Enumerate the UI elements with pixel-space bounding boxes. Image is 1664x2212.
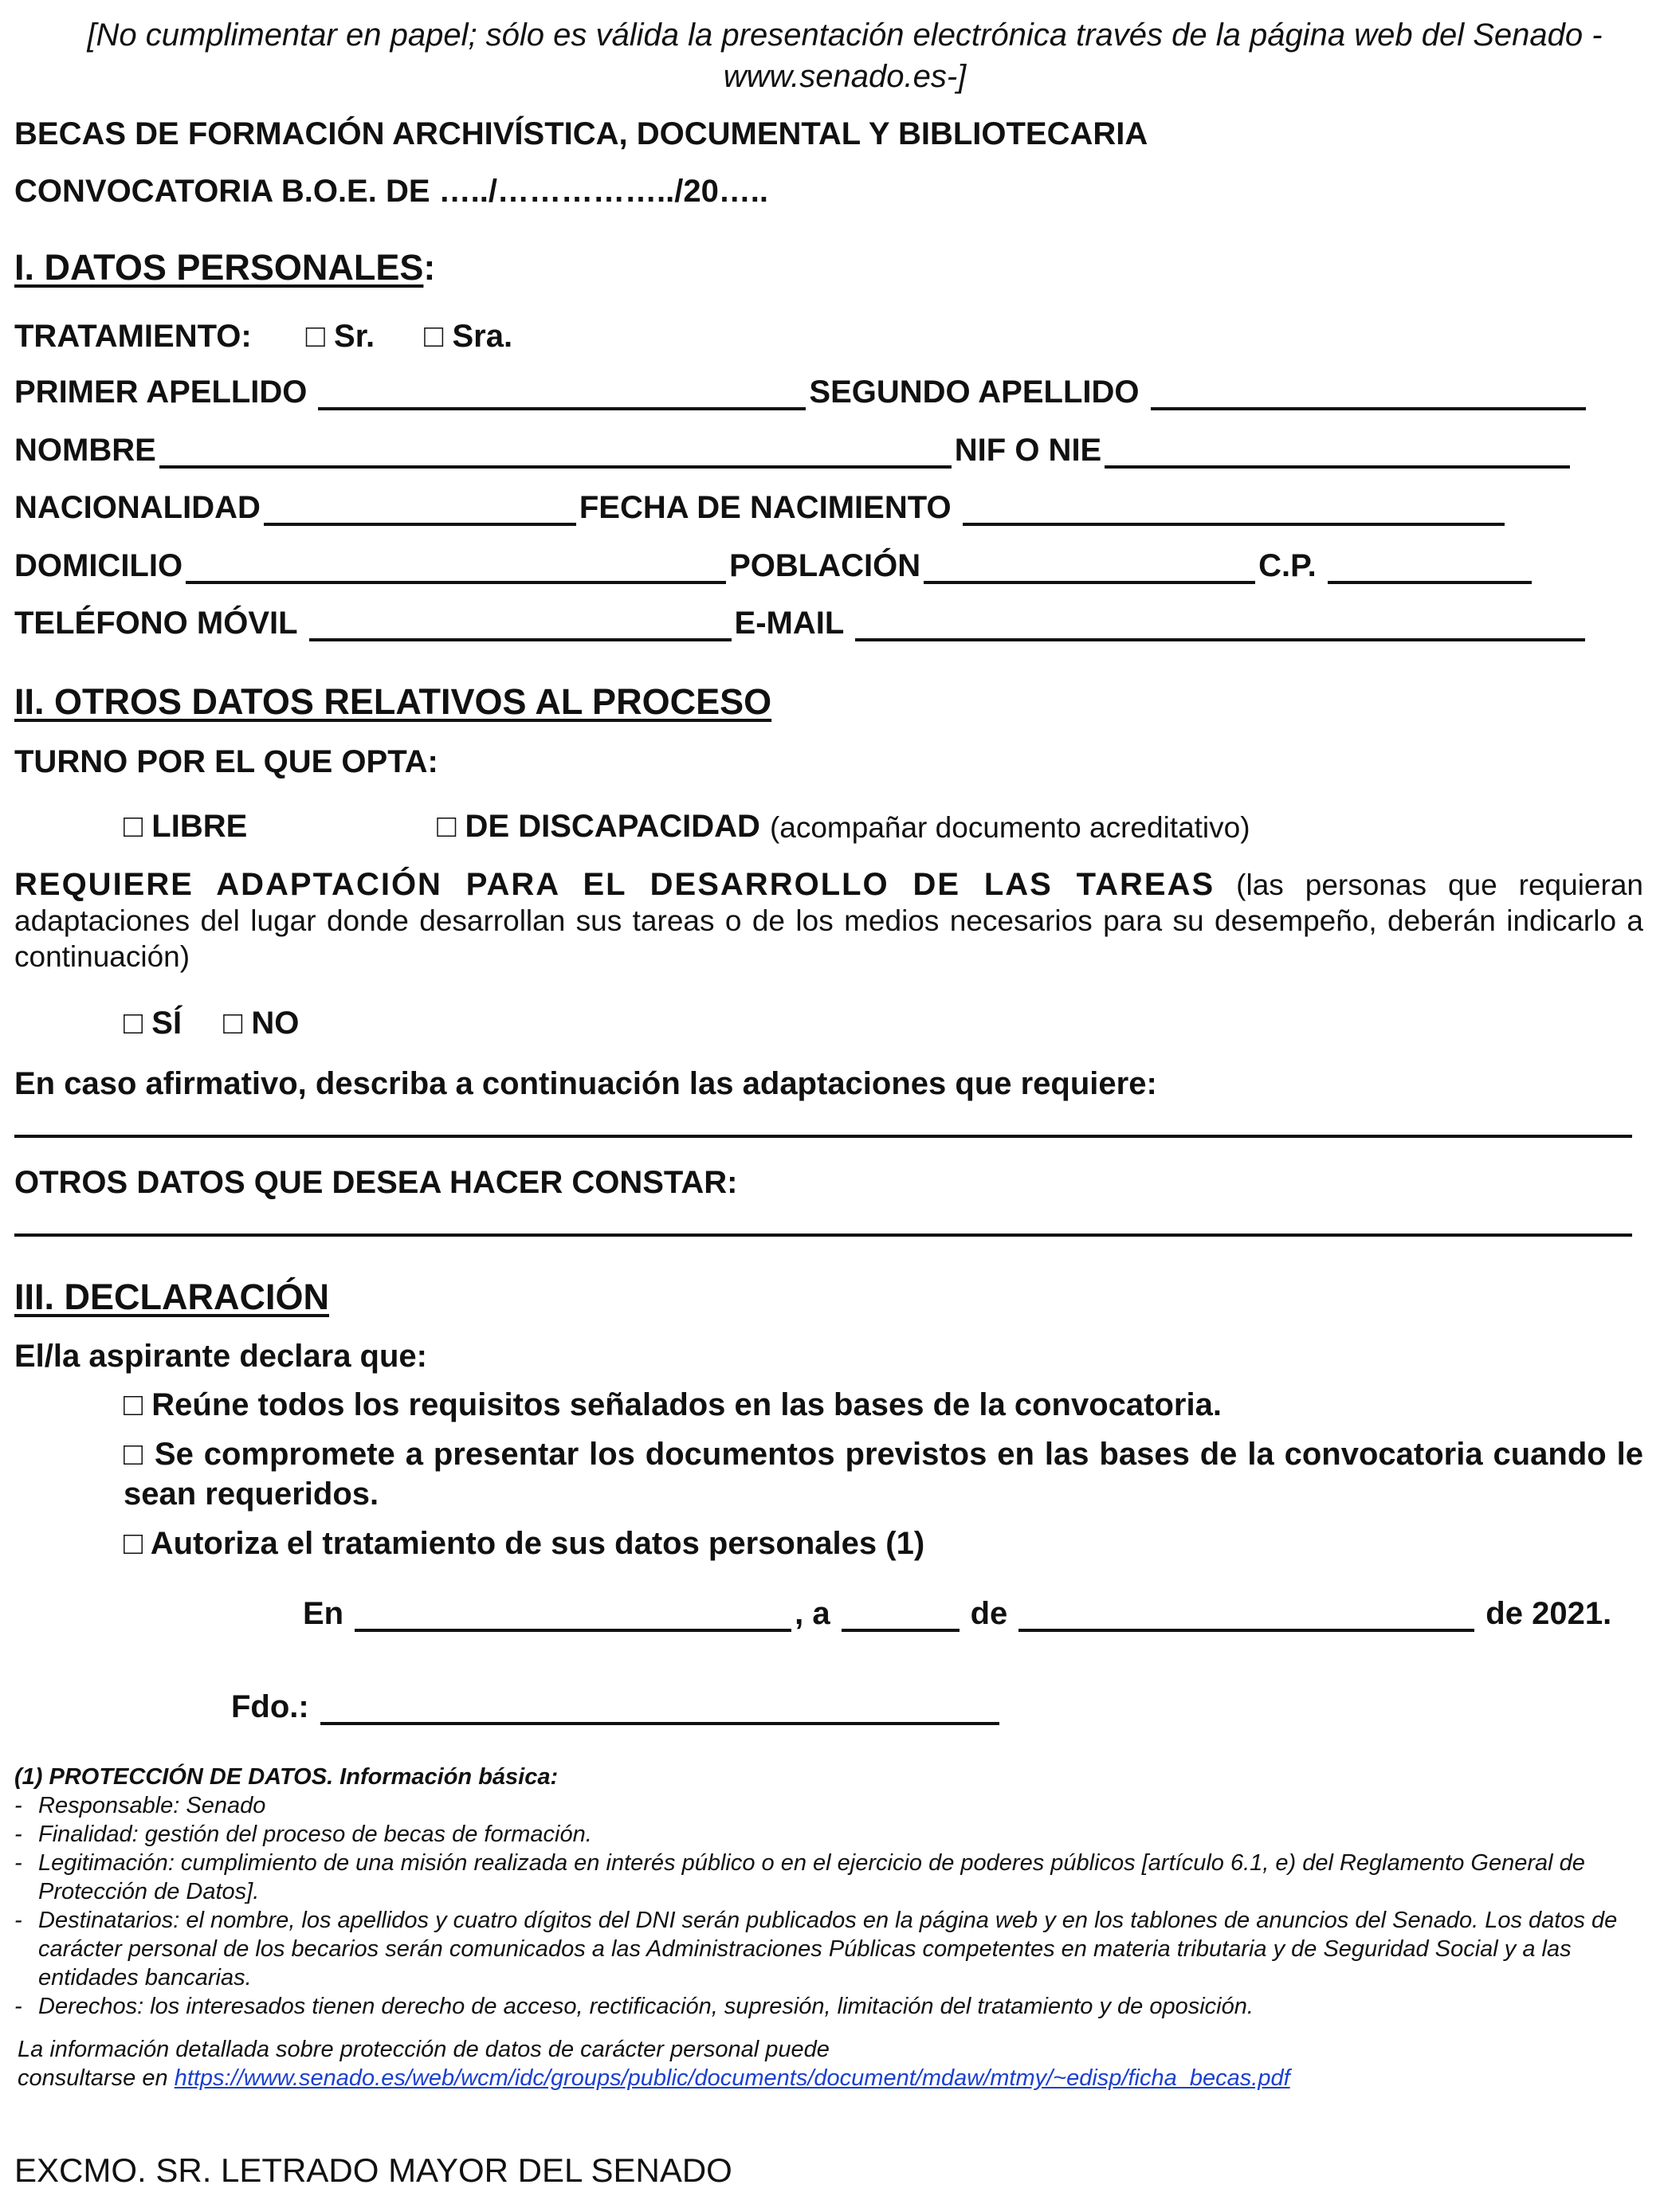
dash: -: [14, 1850, 22, 1876]
proteccion-datos-footnote: [14, 1763, 1648, 2092]
nacionalidad-field[interactable]: [264, 499, 576, 526]
dia-field[interactable]: [842, 1605, 960, 1632]
firma-field[interactable]: [320, 1698, 999, 1725]
tratamiento-label: TRATAMIENTO:: [14, 319, 252, 354]
discapacidad-note: (acompañar documento acreditativo): [769, 811, 1250, 844]
nif-field[interactable]: [1105, 441, 1570, 469]
firma-row: [231, 1689, 1003, 1725]
primer-apellido-label: PRIMER APELLIDO: [14, 375, 308, 410]
discapacidad-checkbox[interactable]: □ DE DISCAPACIDAD: [437, 809, 760, 844]
segundo-apellido-field[interactable]: [1151, 383, 1586, 410]
footnote-item: [14, 1906, 1648, 1992]
nif-label: NIF O NIE: [954, 433, 1102, 468]
sra-checkbox[interactable]: □ Sra.: [424, 319, 513, 354]
a-label: , a: [795, 1596, 830, 1631]
domicilio-field[interactable]: [186, 557, 726, 584]
tratamiento-row: [14, 319, 1646, 355]
adaptacion-note: (las personas que requieran adaptaciones del lugar donde desarrollan sus tareas o de los medios necesarios para su desempeño, deberán indicarlo a continuación): [14, 869, 1643, 973]
nombre-field[interactable]: [159, 441, 952, 469]
libre-checkbox[interactable]: □ LIBRE: [124, 809, 248, 844]
otros-datos-label: OTROS DATOS QUE DESEA HACER CONSTAR:: [14, 1165, 738, 1200]
declaracion-documentos-checkbox[interactable]: □ Se compromete a presentar los documentos previstos en las bases de la convocatoria cuando le sean requeridos.: [124, 1437, 1643, 1512]
footnote-item: [14, 1849, 1648, 1906]
lugar-fecha-row: [303, 1596, 1611, 1632]
dash: -: [14, 1994, 22, 2019]
footnote-item: [14, 1791, 1648, 1820]
otros-datos-field[interactable]: [14, 1233, 1632, 1237]
adaptacion-options: [124, 1006, 1646, 1041]
addressee: EXCMO. SR. LETRADO MAYOR DEL SENADO: [14, 2151, 732, 2189]
more-info-line-1: La información detallada sobre protección de datos de carácter personal puede: [18, 2037, 830, 2062]
fecha-nacimiento-field[interactable]: [963, 499, 1505, 526]
form-title: BECAS DE FORMACIÓN ARCHIVÍSTICA, DOCUMENTAL Y BIBLIOTECARIA: [14, 116, 1148, 151]
domicilio-label: DOMICILIO: [14, 548, 183, 583]
declaracion-requisitos-checkbox[interactable]: □ Reúne todos los requisitos señalados en las bases de la convocatoria.: [124, 1387, 1222, 1422]
segundo-apellido-label: SEGUNDO APELLIDO: [809, 375, 1140, 410]
nombre-label: NOMBRE: [14, 433, 156, 468]
dash: -: [14, 1793, 22, 1818]
footnote-item: [14, 1992, 1648, 2021]
poblacion-field[interactable]: [924, 557, 1255, 584]
adaptaciones-field[interactable]: [14, 1135, 1632, 1138]
electronic-submission-notice: [No cumplimentar en papel; sólo es válida la presentación electrónica través de la página web del Senado -www.senado.es-]: [87, 18, 1603, 94]
primer-apellido-field[interactable]: [318, 383, 806, 410]
lugar-field[interactable]: [355, 1605, 791, 1632]
section-1-colon: :: [423, 247, 436, 288]
footnote-legitimacion: Legitimación: cumplimiento de una misión realizada en interés público o en el ejercicio de poderes públicos [artículo 6.1, e) del Reglamento General de Protección de Datos].: [38, 1850, 1585, 1904]
footnote-destinatarios: Destinatarios: el nombre, los apellidos y cuatro dígitos del DNI serán publicados en la página web y en los tablones de anuncios del Senado. Los datos de carácter personal de los becarios serán comunicados a las Administraciones Públicas competentes en materia tributaria y de Seguridad Social y a las entidades bancarias.: [38, 1908, 1618, 1990]
footnote-finalidad: Finalidad: gestión del proceso de becas de formación.: [38, 1822, 592, 1847]
section-1-title: I. DATOS PERSONALES: [14, 247, 424, 288]
dash: -: [14, 1908, 22, 1933]
cp-label: C.P.: [1258, 548, 1317, 583]
ficha-becas-link[interactable]: https://www.senado.es/web/wcm/idc/groups/public/documents/document/mdaw/mtmy/~edisp/ficha_becas.pdf: [174, 2065, 1290, 2091]
fdo-label: Fdo.:: [231, 1689, 309, 1724]
declaracion-datos-checkbox[interactable]: □ Autoriza el tratamiento de sus datos personales (1): [124, 1526, 925, 1561]
poblacion-label: POBLACIÓN: [729, 548, 921, 583]
more-info-prefix: consultarse en: [18, 2065, 168, 2091]
de-label: de: [970, 1596, 1008, 1631]
si-checkbox[interactable]: □ SÍ: [124, 1006, 182, 1041]
en-label: En: [303, 1596, 344, 1631]
footnote-responsable: Responsable: Senado: [38, 1793, 266, 1818]
turno-options: [124, 809, 1646, 845]
footnote-item: [14, 1820, 1648, 1849]
section-2-heading: II. OTROS DATOS RELATIVOS AL PROCESO: [14, 681, 772, 722]
adaptacion-question: REQUIERE ADAPTACIÓN PARA EL DESARROLLO DE LAS TAREAS: [14, 867, 1215, 902]
nacionalidad-row: [14, 490, 1646, 526]
afirmativo-label: En caso afirmativo, describa a continuación las adaptaciones que requiere:: [14, 1066, 1157, 1101]
apellidos-row: [14, 375, 1646, 410]
domicilio-row: [14, 548, 1646, 584]
no-checkbox[interactable]: □ NO: [223, 1006, 300, 1041]
dash: -: [14, 1822, 22, 1847]
declaracion-intro: El/la aspirante declara que:: [14, 1339, 427, 1374]
cp-field[interactable]: [1328, 557, 1532, 584]
more-info-line-2: [14, 2064, 1648, 2092]
telefono-field[interactable]: [309, 614, 732, 641]
section-1-heading: [14, 247, 435, 288]
footnote-derechos: Derechos: los interesados tienen derecho de acceso, rectificación, supresión, limitación del tratamiento y de oposición.: [38, 1994, 1254, 2019]
year-label: de 2021.: [1485, 1596, 1612, 1631]
nombre-row: [14, 433, 1646, 469]
turno-label: TURNO POR EL QUE OPTA:: [14, 744, 438, 779]
mes-field[interactable]: [1018, 1605, 1474, 1632]
footnote-title: (1) PROTECCIÓN DE DATOS. Información básica:: [14, 1764, 559, 1790]
telefono-row: [14, 606, 1646, 641]
nacionalidad-label: NACIONALIDAD: [14, 490, 261, 525]
email-label: E-MAIL: [734, 606, 845, 641]
section-3-heading: III. DECLARACIÓN: [14, 1277, 330, 1317]
adaptacion-paragraph: [14, 867, 1643, 975]
fecha-nacimiento-label: FECHA DE NACIMIENTO: [579, 490, 952, 525]
telefono-label: TELÉFONO MÓVIL: [14, 606, 298, 641]
email-field[interactable]: [855, 614, 1585, 641]
sr-checkbox[interactable]: □ Sr.: [305, 319, 375, 354]
convocatoria-line: CONVOCATORIA B.O.E. DE …../……………../20…..: [14, 174, 769, 209]
